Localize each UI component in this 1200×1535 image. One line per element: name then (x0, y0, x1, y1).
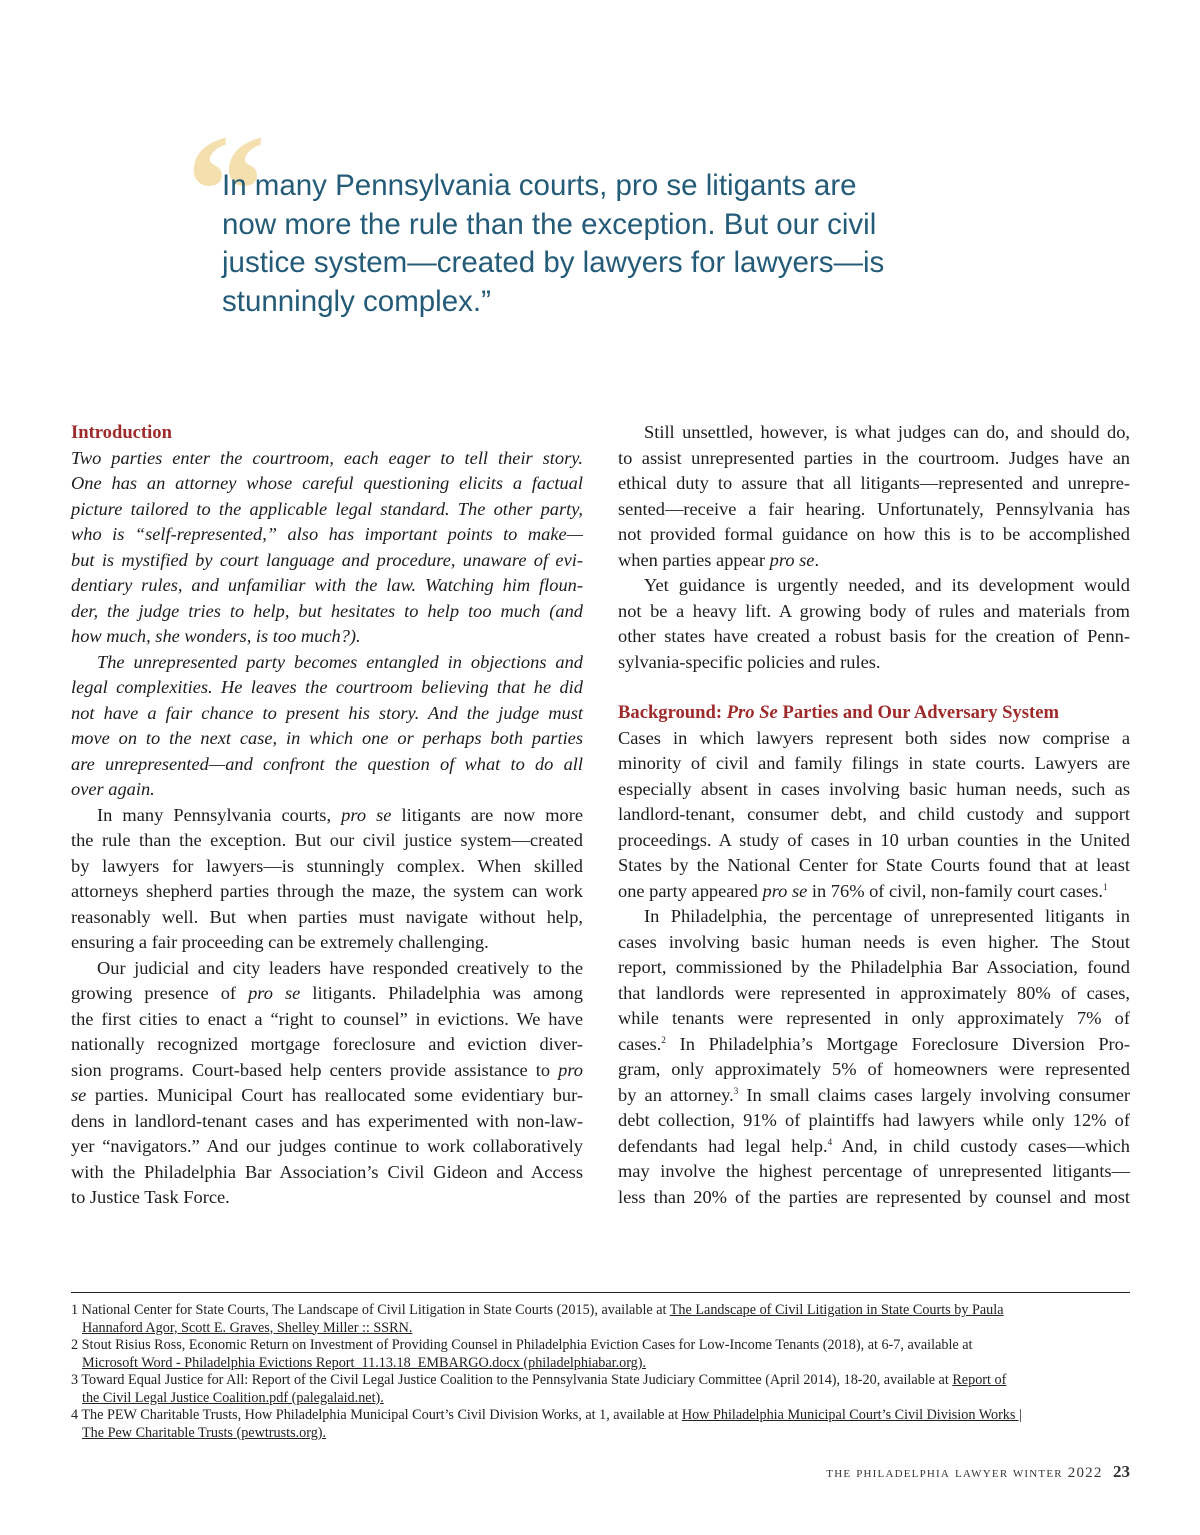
text-line: In many Pennsylvania courts, pro se litigants are now more (97, 804, 583, 825)
page-number: 23 (1113, 1462, 1130, 1481)
text-line: States by the National Center for State Courts found that at least (618, 855, 1130, 875)
footnote-link[interactable]: the Civil Legal Justice Coalition.pdf (palegalaid.net). (82, 1389, 384, 1406)
text-line: one party appeared pro se in 76% of civil, non-family court cases.$^1$ (618, 880, 1108, 901)
text-line: ensuring a fair proceeding can be extremely challenging. (71, 932, 489, 952)
footnote: 2 Stout Risius Ross, Economic Return on Investment of Providing Counsel in Philadelphia Eviction Cases for Low-Income Tenants (2018), at 6-7, available at Microsoft Word - Philadelphia Evictions Report_11.13.18_EMBARGO.docx (philadelphiabar.org). (71, 1337, 1130, 1372)
text-line: growing presence of pro se litigants. Philadelphia was among (71, 983, 583, 1003)
text-line: cases.$^2$ In Philadelphia’s Mortgage Foreclosure Diversion Pro- (618, 1033, 1130, 1054)
text-line: move on to the next case, in which one or perhaps both parties (71, 728, 583, 748)
text-line: sylvania-specific policies and rules. (618, 651, 881, 672)
footnote-ref[interactable]: 2 (661, 1034, 666, 1045)
footnote-ref[interactable]: 4 (827, 1136, 833, 1147)
pull-quote-line: now more the rule than the exception. But our civil (222, 207, 877, 241)
text-line: Cases in which lawyers represent both sides now comprise a (618, 727, 1130, 748)
text-line: sented—receive a fair hearing. Unfortunately, Pennsylvania has (618, 498, 1130, 519)
text-line: Yet guidance is urgently needed, and its development would (644, 575, 1130, 595)
text-line: are unrepresented—and confront the question of what to do all (71, 753, 583, 774)
quotation-mark-icon: “ (186, 101, 266, 279)
text-line: not provided formal guidance on how this is to be accomplished (618, 524, 1130, 544)
text-line: sion programs. Court-based help centers provide assistance to pro (71, 1059, 583, 1080)
footnote: 3 Toward Equal Justice for All: Report of the Civil Legal Justice Coalition to the Pennsylvania State Judiciary Committee (April 2014), 18-20, available at Report of the Civil Legal Justice Coalition.pdf (palegalaid.net). (71, 1372, 1130, 1407)
body-paragraph (71, 803, 583, 956)
footnote-link[interactable]: The Pew Charitable Trusts (pewtrusts.org). (82, 1424, 327, 1441)
text-line: report, commissioned by the Philadelphia Bar Association, found (618, 957, 1130, 977)
text-line: Our judicial and city leaders have responded creatively to the (97, 957, 583, 978)
text-line: when parties appear pro se. (618, 549, 820, 570)
text-line: how much, she wonders, is too much?). (71, 626, 361, 646)
text-line: minority of civil and family filings in state courts. Lawyers are (618, 753, 1130, 773)
text-line: especially absent in cases involving basic human needs, such as (618, 778, 1130, 799)
left-column (71, 420, 583, 1211)
text-line: debt collection, 91% of plaintiffs had lawyers while only 12% of (618, 1110, 1130, 1130)
footnote-ref[interactable]: 1 (1103, 881, 1108, 892)
text-line: defendants had legal help.$^4$ And, in child custody cases—which (618, 1135, 1130, 1156)
text-line: with the Philadelphia Bar Association’s Civil Gideon and Access (71, 1161, 583, 1182)
text-line: landlord-tenant, consumer debt, and child custody and support (618, 804, 1130, 824)
publication-name: the philadelphia lawyer (826, 1465, 1009, 1481)
text-line: that landlords were represented in approximately 80% of cases, (618, 982, 1130, 1003)
text-line: picture tailored to the applicable legal standard. The other party, (71, 498, 583, 519)
footnote-link[interactable]: Report of (952, 1372, 1007, 1388)
footnote-divider (71, 1292, 1130, 1293)
footnote-link[interactable]: The Landscape of Civil Litigation in State Courts by Paula (669, 1302, 1004, 1318)
footnote-ref[interactable]: 3 (733, 1085, 739, 1096)
text-line: legal complexities. He leaves the courtroom believing that he did (71, 677, 583, 697)
text-line: who is “self-represented,” also has important points to make— (71, 524, 583, 544)
section-heading-background: Background: Pro Se Parties and Our Adversary System (618, 702, 1059, 723)
text-line: but is mystified by court language and procedure, unaware of evi- (71, 549, 583, 570)
intro-paragraph (71, 446, 583, 650)
text-line: dens in landlord-tenant cases and has experimented with non-law- (71, 1110, 583, 1131)
text-line: ethical duty to assure that all litigants—represented and unrepre- (618, 473, 1130, 493)
text-line: by lawyers for lawyers—is stunningly complex. When skilled (71, 855, 583, 876)
right-column (618, 420, 1130, 1210)
body-paragraph (71, 956, 583, 1211)
pull-quote-line: In many Pennsylvania courts, pro se litigants are (222, 169, 857, 202)
text-line: der, the judge tries to help, but hesitates to help too much (and (71, 600, 583, 621)
section-heading-introduction: Introduction (71, 422, 172, 443)
text-line: over again. (71, 779, 155, 799)
text-line: not have a fair chance to present his story. And the judge must (71, 702, 583, 723)
body-paragraph (618, 573, 1130, 675)
text-line: by an attorney.$^3$ In small claims cases largely involving consumer (618, 1084, 1130, 1105)
text-line: proceedings. A study of cases in 10 urban counties in the United (618, 829, 1130, 850)
footnote-link[interactable]: Hannaford Agor, Scott E. Graves, Shelley Miller :: SSRN. (82, 1319, 413, 1336)
text-line: reasonably well. But when parties must navigate without help, (71, 906, 583, 927)
body-paragraph (618, 726, 1130, 905)
text-line: to Justice Task Force. (71, 1187, 230, 1207)
text-line: while tenants were represented in only approximately 7% of (618, 1008, 1130, 1028)
text-line: cases involving basic human needs is even higher. The Stout (618, 931, 1130, 952)
text-line: not be a heavy lift. A growing body of rules and materials from (618, 600, 1130, 621)
footnote: 1 National Center for State Courts, The Landscape of Civil Litigation in State Courts (2015), available at The Landscape of Civil Litigation in State Courts by Paula Hannaford Agor, Scott E. Graves, Shelley Miller :: SSRN. (71, 1302, 1130, 1337)
text-line: Still unsettled, however, is what judges can do, and should do, (644, 422, 1130, 442)
body-paragraph (618, 420, 1130, 573)
body-paragraph (618, 904, 1130, 1210)
text-line: less than 20% of the parties are represented by counsel and most (618, 1186, 1130, 1207)
footnotes (71, 1302, 1130, 1442)
footnote-link[interactable]: Microsoft Word - Philadelphia Evictions Report_11.13.18_EMBARGO.docx (philadelphiabar.org). (82, 1354, 647, 1371)
text-line: yer “navigators.” And our judges continue to work collaboratively (71, 1136, 583, 1156)
text-line: other states have created a robust basis for the creation of Penn- (618, 626, 1130, 646)
footnote-link[interactable]: How Philadelphia Municipal Court’s Civil Division Works | (681, 1407, 1022, 1423)
text-line: One has an attorney whose careful questioning elicits a factual (71, 473, 583, 493)
text-line: attorneys shepherd parties through the maze, the system can work (71, 881, 583, 901)
intro-paragraph (71, 650, 583, 803)
text-line: to assist unrepresented parties in the courtroom. Judges have an (618, 447, 1130, 468)
pull-quote-line: stunningly complex.” (222, 284, 491, 318)
page-footer (826, 1462, 1130, 1482)
text-line: The unrepresented party becomes entangled in objections and (97, 651, 583, 672)
text-line: dentiary rules, and unfamiliar with the law. Watching him floun- (71, 575, 583, 595)
footnote: 4 The PEW Charitable Trusts, How Philadelphia Municipal Court’s Civil Division Works, at 1, available at How Philadelphia Municipal Court’s Civil Division Works | The Pew Charitable Trusts (pewtrusts.org). (71, 1407, 1130, 1442)
issue-label: winter 2022 (1012, 1465, 1103, 1481)
text-line: In Philadelphia, the percentage of unrepresented litigants in (644, 906, 1130, 926)
text-line: the rule than the exception. But our civil justice system—created (71, 830, 583, 850)
pull-quote-line: justice system—created by lawyers for lawyers—is (222, 246, 885, 279)
text-line: gram, only approximately 5% of homeowners were represented (618, 1059, 1130, 1079)
text-line: Two parties enter the courtroom, each eager to tell their story. (71, 447, 583, 468)
text-line: the first cities to enact a “right to counsel” in evictions. We have (71, 1008, 583, 1029)
text-line: se parties. Municipal Court has reallocated some evidentiary bur- (71, 1085, 583, 1105)
text-line: nationally recognized mortgage foreclosure and eviction diver- (71, 1034, 583, 1054)
text-line: may involve the highest percentage of unrepresented litigants— (618, 1161, 1130, 1181)
pull-quote (222, 167, 982, 321)
